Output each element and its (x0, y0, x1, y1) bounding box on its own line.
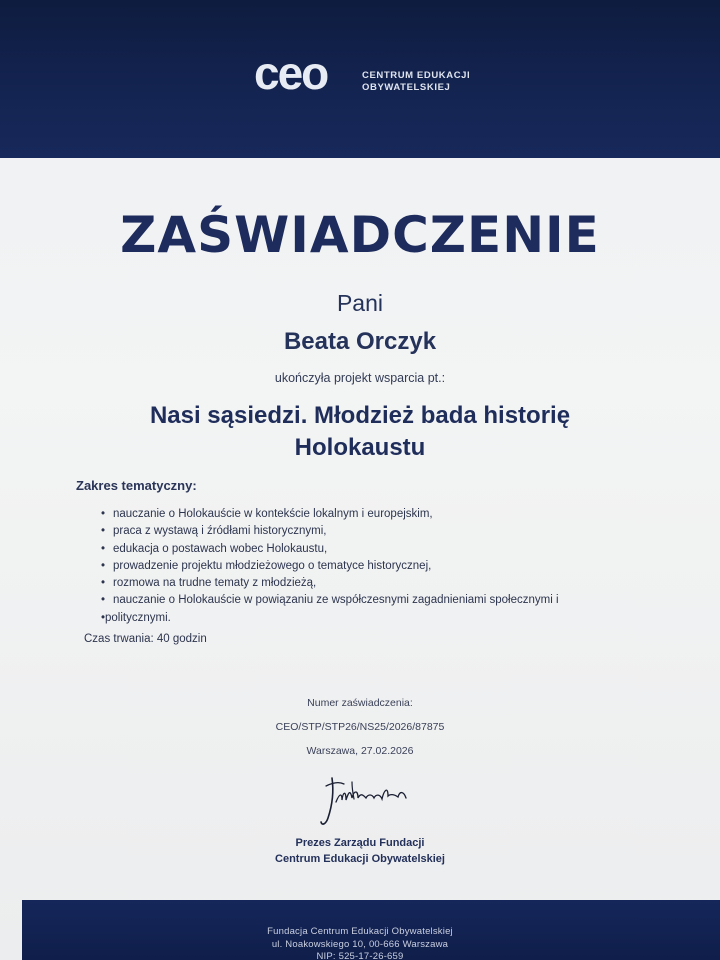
recipient-name: Beata Orczyk (283, 328, 437, 355)
logo-text: ceo (254, 52, 328, 96)
topic-item-continuation: • politycznymi. (105, 610, 665, 627)
topic-item: • prowadzenie projektu młodzieżowego o tematyce historycznej, (105, 558, 665, 575)
certificate-title: ZAŚWIADCZENIE (120, 206, 600, 264)
topic-item: • nauczanie o Holokauście w kontekście lokalnym i europejskim, (105, 506, 665, 523)
topics-list (105, 506, 665, 627)
header-band (0, 0, 720, 158)
place-date: Warszawa, 27.02.2026 (306, 745, 414, 757)
signature-image (318, 772, 414, 834)
footer-line1: Fundacja Centrum Edukacji Obywatelskiej (267, 926, 453, 937)
ceo-logo-mark (254, 52, 354, 96)
footer-line2: ul. Noakowskiego 10, 00-666 Warszawa (271, 938, 449, 950)
certificate-number: CEO/STP/STP26/NS25/2026/87875 (275, 721, 445, 733)
project-title (0, 400, 720, 464)
certificate-number-label: Numer zaświadczenia: (307, 697, 413, 709)
topic-item: • nauczanie o Holokauście w powiązaniu ze współczesnymi zagadnieniami społecznymi i (105, 592, 665, 609)
footer-line3: NIP: 525-17-26-659 (316, 951, 404, 960)
topic-item: • edukacja o postawach wobec Holokaustu, (105, 541, 665, 558)
signatory-role (0, 835, 720, 867)
project-title-line1: Nasi sąsiedzi. Młodzież bada historię (149, 402, 571, 429)
org-name (362, 70, 502, 94)
org-name-line1: CENTRUM EDUKACJI (362, 70, 471, 81)
signature (318, 772, 414, 839)
org-name-line2: OBYWATELSKIEJ (362, 82, 451, 93)
topic-item: • rozmowa na trudne tematy z młodzieżą, (105, 575, 665, 592)
project-title-line2: Holokaustu (294, 434, 426, 461)
scope-heading: Zakres tematyczny: (76, 478, 197, 493)
topic-item: • praca z wystawą i źródłami historycznymi, (105, 523, 665, 540)
duration: Czas trwania: 40 godzin (84, 633, 207, 645)
ceo-logo (254, 52, 354, 96)
signatory-role-line2: Centrum Edukacji Obywatelskiej (275, 853, 445, 865)
signatory-role-line1: Prezes Zarządu Fundacji (295, 837, 425, 849)
footer (0, 926, 720, 960)
intro-text: ukończyła projekt wsparcia pt.: (274, 371, 446, 385)
salutation: Pani (336, 290, 384, 316)
